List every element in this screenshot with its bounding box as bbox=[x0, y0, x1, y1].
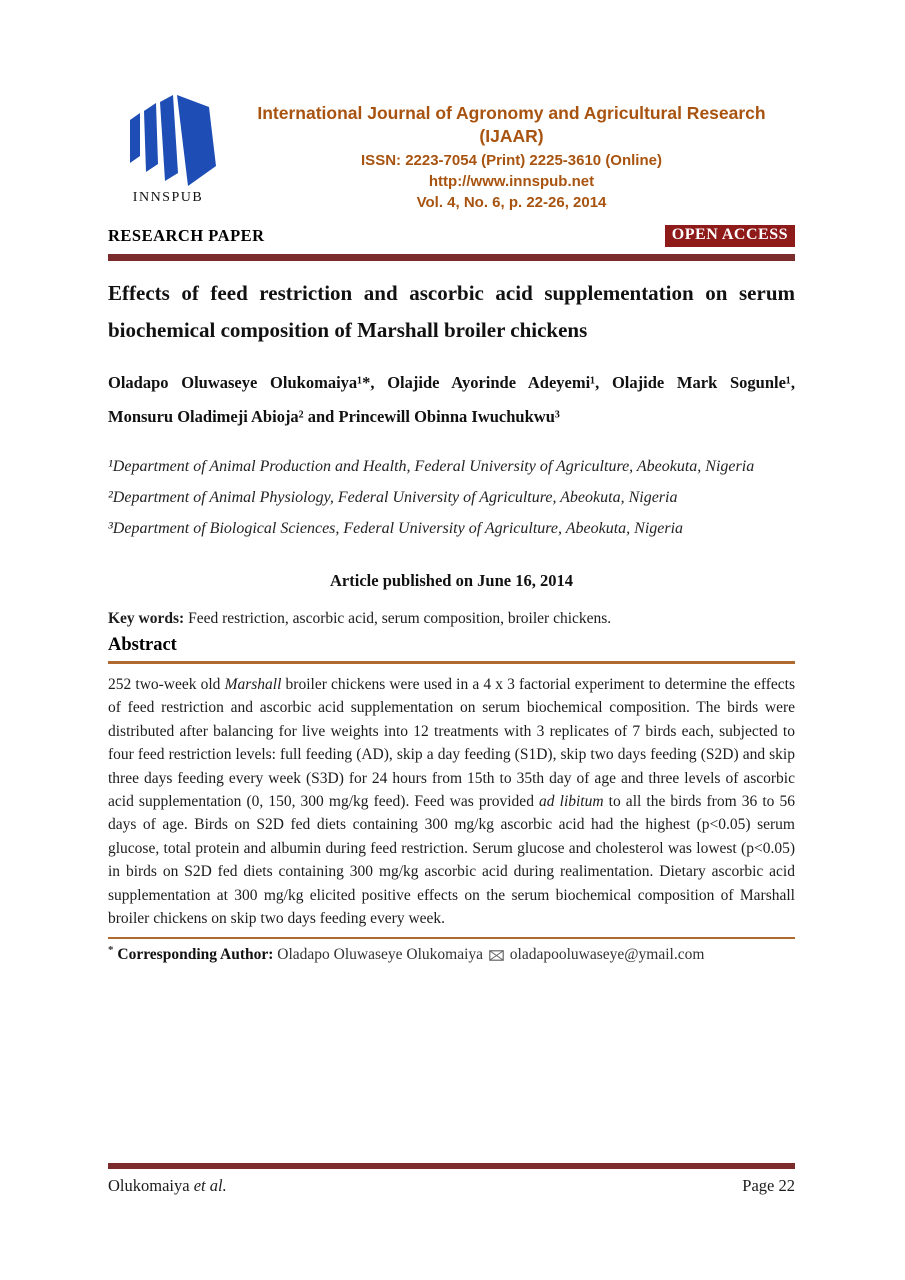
corresponding-name: Oladapo Oluwaseye Olukomaiya bbox=[273, 946, 487, 964]
footer-running-head: Olukomaiya et al. bbox=[108, 1176, 227, 1195]
keywords-label: Key words: bbox=[108, 610, 185, 627]
affiliations bbox=[108, 451, 795, 544]
publisher-logo bbox=[108, 94, 228, 206]
article-title: Effects of feed restriction and ascorbic acid supplementation on serum biochemical composition of Marshall broiler chickens bbox=[108, 281, 795, 342]
page-footer bbox=[108, 1163, 795, 1196]
corresponding-star: * bbox=[108, 944, 114, 957]
keywords-text: Feed restriction, ascorbic acid, serum composition, broiler chickens. bbox=[184, 610, 612, 627]
publisher-name: INNSPUB bbox=[132, 190, 204, 205]
corresponding-author-line bbox=[108, 944, 795, 964]
journal-website: http://www.innspub.net bbox=[428, 173, 595, 190]
publication-date-line: Article published on June 16, 2014 bbox=[330, 571, 573, 590]
affiliation-1: ¹Department of Animal Production and Health, Federal University of Agriculture, Abeokuta, Nigeria bbox=[108, 458, 755, 475]
corresponding-email: oladapooluwaseye@ymail.com bbox=[505, 946, 705, 964]
author-list: Oladapo Oluwaseye Olukomaiya¹*, Olajide Ayorinde Adeyemi¹, Olajide Mark Sogunle¹, Monsuru Oladimeji Abioja² and Princewill Obinna Iwuchukwu³ bbox=[108, 373, 795, 426]
keywords-line bbox=[108, 610, 795, 628]
journal-issn: ISSN: 2223-7054 (Print) 2225-3610 (Online) bbox=[361, 152, 662, 169]
book-logo-icon bbox=[116, 94, 220, 188]
abstract-bottom-rule bbox=[108, 937, 795, 939]
journal-volume: Vol. 4, No. 6, p. 22-26, 2014 bbox=[416, 194, 607, 211]
journal-header bbox=[108, 94, 795, 213]
open-access-badge: OPEN ACCESS bbox=[665, 225, 795, 247]
affiliation-2: ²Department of Animal Physiology, Federal University of Agriculture, Abeokuta, Nigeria bbox=[108, 489, 678, 506]
paper-banner bbox=[108, 225, 795, 247]
footer-page-number: Page 22 bbox=[742, 1176, 795, 1195]
journal-title: International Journal of Agronomy and Agricultural Research (IJAAR) bbox=[257, 103, 766, 146]
footer-rule bbox=[108, 1163, 795, 1169]
header-divider-rule bbox=[108, 254, 795, 261]
affiliation-3: ³Department of Biological Sciences, Federal University of Agriculture, Abeokuta, Nigeria bbox=[108, 520, 684, 537]
abstract-text: 252 two-week old Marshall broiler chickens were used in a 4 x 3 factorial experiment to determine the effects of feed restriction and ascorbic acid supplementation on serum biochemical composition. The birds were distributed after balancing for live weights into 12 treatments with 3 replicates of 7 birds each, subjected to four feed restriction levels: full feeding (AD), skip a day feeding (S1D), skip two days feeding (S2D) and skip three days feeding every week (S3D) for 24 hours from 15th to 35th day of age and three levels of ascorbic acid supplementation (0, 150, 300 mg/kg feed). Feed was provided ad libitum to all the birds from 36 to 56 days of age. Birds on S2D fed diets containing 300 mg/kg ascorbic acid had the highest (p<0.05) serum glucose, total protein and albumin during feed restriction. Serum glucose and cholesterol was lowest (p<0.05) in birds on S2D fed diets containing 300 mg/kg ascorbic acid during realimentation. Dietary ascorbic acid supplementation at 300 mg/kg elicited positive effects on the serum biochemical composition of Marshall broiler chickens on skip two days feeding every week. bbox=[108, 676, 796, 928]
abstract-heading: Abstract bbox=[108, 635, 177, 655]
abstract-top-rule bbox=[108, 661, 795, 664]
corresponding-label: Corresponding Author: bbox=[113, 946, 274, 964]
journal-masthead bbox=[228, 94, 795, 213]
envelope-icon bbox=[489, 950, 504, 961]
paper-type-label: RESEARCH PAPER bbox=[108, 226, 265, 245]
